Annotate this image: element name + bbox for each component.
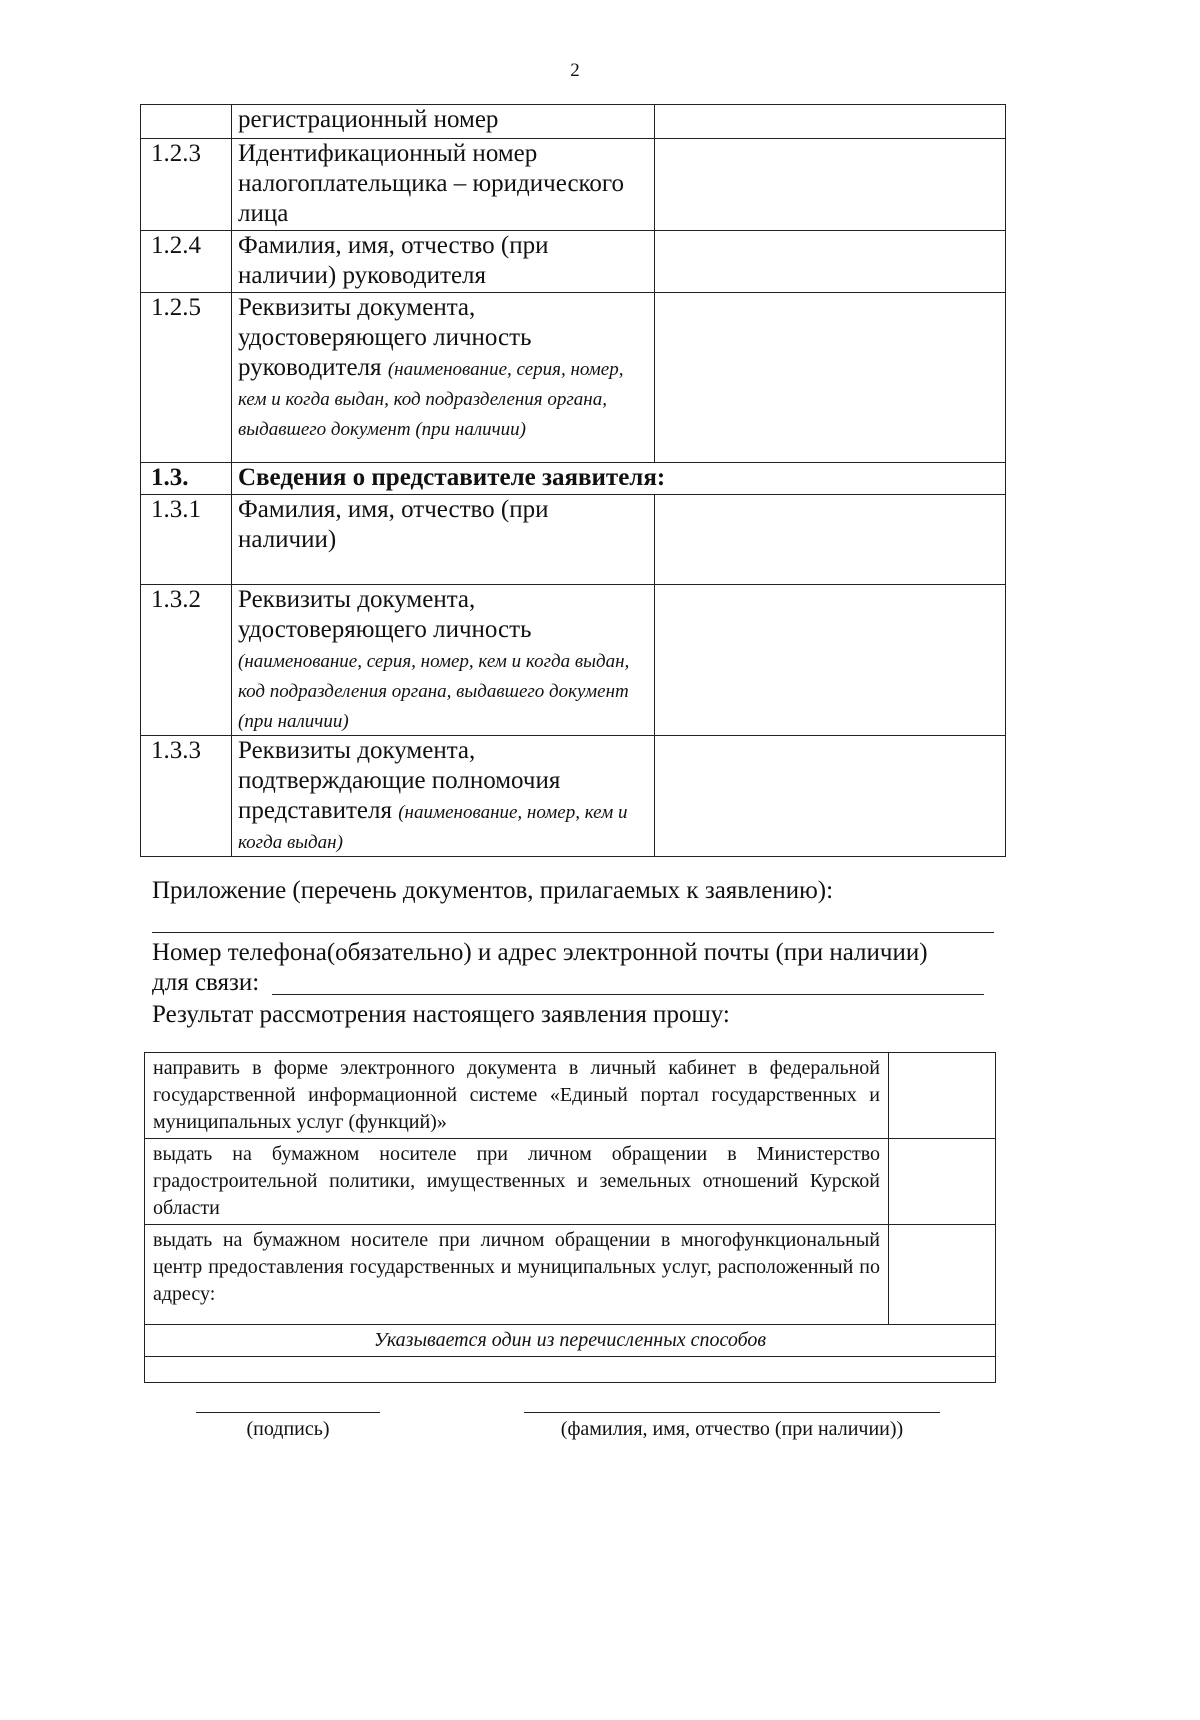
row-label-cell <box>232 585 655 736</box>
row-number: 1.2.4 <box>141 231 232 293</box>
section-number: 1.3. <box>141 463 232 495</box>
attachment-label: Приложение (перечень документов, прилагаемых к заявлению): <box>152 877 834 904</box>
row-label: Реквизиты документа, удостоверяющего личность <box>238 586 532 643</box>
table-row <box>141 495 1006 585</box>
option-text: выдать на бумажном носителе при личном обращении в Министерство градостроительной политики, имущественных и земельных отношений Курской области <box>145 1139 889 1225</box>
row-label: регистрационный номер <box>232 105 655 139</box>
row-hint: (наименование, номер, кем и когда выдан) <box>238 802 628 853</box>
note-row <box>145 1325 996 1357</box>
section-header-row <box>141 463 1006 495</box>
option-text: направить в форме электронного документа в личный кабинет в федеральной государственной информационной системе «Единый портал государственных и муниципальных услуг (функций)» <box>145 1053 889 1139</box>
row-label-cell <box>232 736 655 857</box>
contact-label-line1: Номер телефона(обязательно) и адрес электронной почты (при наличии) <box>152 939 928 966</box>
option-row <box>145 1139 996 1225</box>
row-label: Реквизиты документа, подтверждающие полномочия представителя <box>238 737 561 824</box>
empty-cell[interactable] <box>145 1357 996 1383</box>
row-value-cell[interactable] <box>655 105 1006 139</box>
row-label: Реквизиты документа, удостоверяющего личность руководителя <box>238 294 532 381</box>
row-hint: (наименование, серия, номер, кем и когда выдан, код подразделения органа, выдавшего документ (при наличии) <box>238 359 624 440</box>
table-row <box>141 105 1006 139</box>
name-line[interactable] <box>524 1412 940 1413</box>
option-checkbox[interactable] <box>889 1139 996 1225</box>
row-number: 1.3.1 <box>141 495 232 585</box>
signature-line[interactable] <box>196 1412 380 1413</box>
row-value-cell[interactable] <box>655 736 1006 857</box>
row-hint: (наименование, серия, номер, кем и когда выдан, код подразделения органа, выдавшего документ (при наличии) <box>238 651 630 732</box>
attachment-line[interactable] <box>152 932 994 933</box>
table-row <box>141 139 1006 231</box>
row-value-cell[interactable] <box>655 585 1006 736</box>
row-value-cell[interactable] <box>655 139 1006 231</box>
contact-line[interactable] <box>272 994 984 995</box>
row-label: Фамилия, имя, отчество (при наличии) руководителя <box>232 231 655 293</box>
row-number: 1.3.3 <box>141 736 232 857</box>
option-row <box>145 1053 996 1139</box>
applicant-details-table <box>140 104 1006 857</box>
table-row <box>141 231 1006 293</box>
row-label-cell <box>232 293 655 463</box>
row-number: 1.2.5 <box>141 293 232 463</box>
table-row <box>141 293 1006 463</box>
option-text: выдать на бумажном носителе при личном обращении в многофункциональный центр предоставления государственных и муниципальных услуг, расположенный по адресу: <box>145 1225 889 1325</box>
section-title: Сведения о представителе заявителя: <box>232 463 1006 495</box>
row-value-cell[interactable] <box>655 495 1006 585</box>
option-row <box>145 1225 996 1325</box>
table-row <box>141 585 1006 736</box>
row-number: 1.2.3 <box>141 139 232 231</box>
row-label: Фамилия, имя, отчество (при наличии) <box>232 495 655 585</box>
signature-label: (подпись) <box>246 1418 330 1440</box>
option-checkbox[interactable] <box>889 1053 996 1139</box>
result-label: Результат рассмотрения настоящего заявления прошу: <box>152 1001 730 1028</box>
row-label: Идентификационный номер налогоплательщика – юридического лица <box>232 139 655 231</box>
options-note: Указывается один из перечисленных способов <box>145 1325 996 1357</box>
contact-label-line2: для связи: <box>152 969 260 996</box>
row-value-cell[interactable] <box>655 293 1006 463</box>
delivery-options-table <box>144 1052 996 1383</box>
row-number: 1.3.2 <box>141 585 232 736</box>
page-number: 2 <box>570 60 580 81</box>
name-label: (фамилия, имя, отчество (при наличии)) <box>560 1418 904 1440</box>
option-checkbox[interactable] <box>889 1225 996 1325</box>
row-value-cell[interactable] <box>655 231 1006 293</box>
empty-row <box>145 1357 996 1383</box>
table-row <box>141 736 1006 857</box>
row-number <box>141 105 232 139</box>
